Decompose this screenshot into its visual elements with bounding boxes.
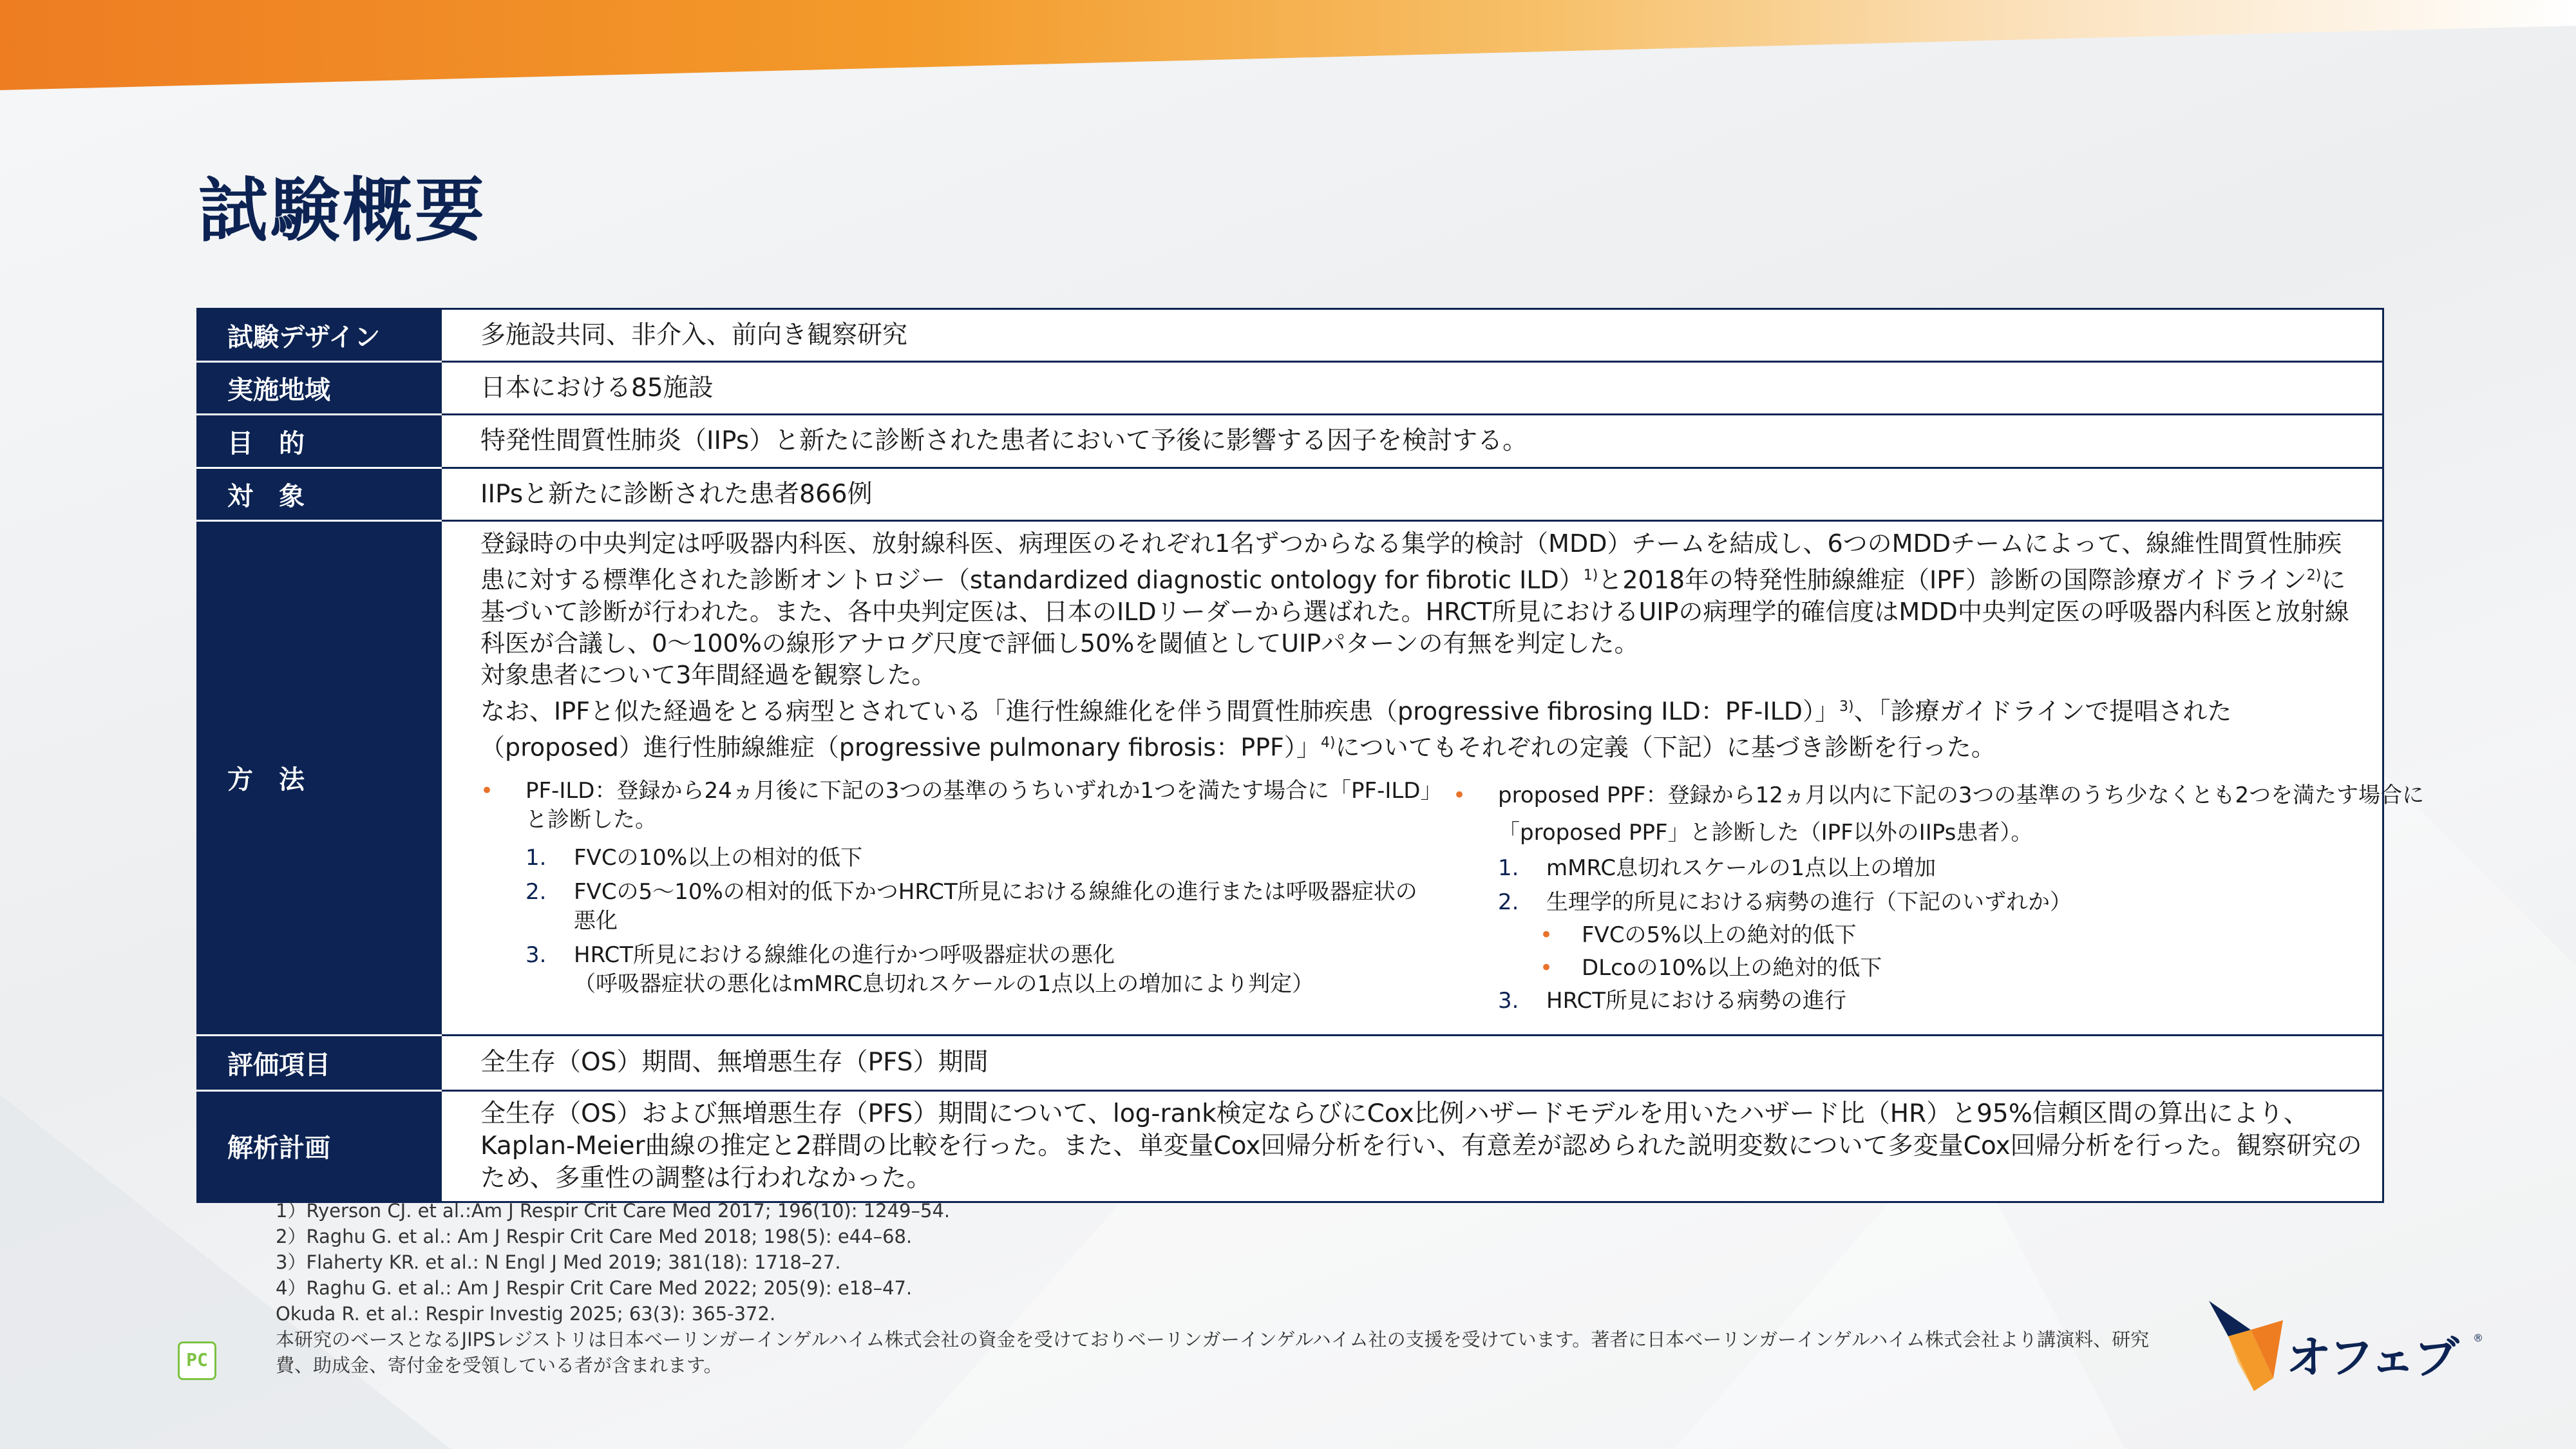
disclosure-text: 本研究のベースとなるJIPSレジストリは日本ベーリンガーインゲルハイム株式会社の資金を受けておりベーリンガーインゲルハイム社の支援を受けています。著者に日本ベーリンガーインゲルハイム株式会社より講演料、研究費、助成金、寄付金を受領している者が含まれます。 xyxy=(276,1329,2150,1376)
row-value: 特発性間質性肺炎（IIPs）と新たに診断された患者において予後に影響する因子を検討する。 xyxy=(441,415,2383,468)
text-span: についてもそれぞれの定義（下記）に基づき診断を行った。 xyxy=(1335,733,1996,762)
logo-text: オフェブ xyxy=(2286,1331,2458,1384)
reference-item: Okuda R. et al.: Respir Investig 2025; 63(3): 365-372. xyxy=(276,1303,776,1325)
table-row xyxy=(198,309,2383,362)
footnote-ref: 2) xyxy=(2306,567,2322,583)
reference-item: 2）Raghu G. et al.: Am J Respir Crit Care Med 2018; 198(5): e44–68. xyxy=(276,1226,913,1247)
row-value: 多施設共同、非介入、前向き観察研究 xyxy=(441,309,2383,362)
ofev-logo xyxy=(2202,1294,2486,1397)
method-paragraph-3 xyxy=(480,691,2363,764)
reference-item: 1）Ryerson CJ. et al.:Am J Respir Crit Care Med 2017; 196(10): 1249–54. xyxy=(276,1200,951,1222)
item-number: 1. xyxy=(526,844,547,871)
text-span: と2018年の特発性肺線維症（IPF）診断の国際診療ガイドライン xyxy=(1598,565,2307,594)
item-text: mMRC息切れスケールの1点以上の増加 xyxy=(1546,855,1937,881)
table-row xyxy=(198,362,2383,415)
item-text: 生理学的所見における病勢の進行（下記のいずれか） xyxy=(1546,889,2072,915)
item-text: FVCの10%以上の相対的低下 xyxy=(574,844,863,871)
item-number: 1. xyxy=(1498,855,1519,881)
row-value: 日本における85施設 xyxy=(441,362,2383,415)
item-number: 2. xyxy=(1498,889,1519,915)
row-label: 解析計画 xyxy=(198,1090,441,1202)
text-span: 登録時の中央判定は呼吸器内科医、放射線科医、病理医のそれぞれ1名ずつからなる集学的検討（MDD）チームを結成し、6つのMDDチームによって、線維性間質性肺疾患に対する標準化された診断オントロジー（standardized diagnostic ontology for fibrotic ILD） xyxy=(480,529,2342,594)
text-span: に基づいて診断が行われた。また、各中央判定医は、日本のILDリーダーから選ばれた。HRCT所見におけるUIPの病理学的確信度はMDD中央判定医の呼吸器内科医と放射線科医が合議し、0〜100%の線形アナログ尺度で評価し50%を閾値としてUIPパターンの有無を判定した。 xyxy=(480,565,2349,658)
table-row xyxy=(198,468,2383,521)
list-item xyxy=(1453,888,2445,917)
text-span: 、「診療ガイドラインで提唱された（proposed）進行性肺線維症（progressive pulmonary fibrosis：PPF）」 xyxy=(480,697,2232,762)
method-paragraph-1 xyxy=(480,528,2363,659)
bullet-icon: • xyxy=(1540,954,1553,981)
references xyxy=(276,1198,2175,1378)
list-item xyxy=(1453,854,2445,883)
bullet-icon: • xyxy=(1453,782,1466,808)
row-label: 実施地域 xyxy=(198,362,441,415)
list-subitem xyxy=(1453,954,2445,983)
row-value: 全生存（OS）および無増悪生存（PFS）期間について、log-rank検定ならびにCox比例ハザードモデルを用いたハザード比（HR）と95%信頼区間の算出により、Kaplan-Meier曲線の推定と2群間の比較を行った。また、単変量Cox回帰分析を行い、有意差が認められた説明変数について多変量Cox回帰分析を行った。観察研究のため、多重性の調整は行われなかった。 xyxy=(441,1090,2383,1202)
table-row xyxy=(198,1035,2383,1090)
subitem-text: FVCの5%以上の絶対的低下 xyxy=(1582,922,1857,948)
item-text: FVCの5〜10%の相対的低下かつHRCT所見における線維化の進行または呼吸器症状の悪化 xyxy=(574,878,1417,934)
registered-mark: ® xyxy=(2473,1332,2483,1344)
item-number: 3. xyxy=(526,942,547,968)
item-text: HRCT所見における病勢の進行 xyxy=(1546,987,1847,1014)
study-overview-table xyxy=(196,308,2425,1203)
logo-arrow-icon xyxy=(2202,1294,2293,1397)
pf-ild-criteria xyxy=(480,777,1434,999)
criteria-intro: PF-ILD：登録から24ヵ月後に下記の3つの基準のうちいずれか1つを満たす場合に「PF-ILD」と診断した。 xyxy=(526,777,1432,833)
row-label: 目 的 xyxy=(198,415,441,468)
row-value: 全生存（OS）期間、無増悪生存（PFS）期間 xyxy=(441,1035,2383,1090)
subitem-text: DLcoの10%以上の絶対的低下 xyxy=(1582,954,1882,981)
list-item xyxy=(480,941,1434,970)
table-row xyxy=(198,1090,2383,1202)
item-text: HRCT所見における線維化の進行かつ呼吸器症状の悪化 xyxy=(574,942,1115,968)
item-number: 2. xyxy=(526,878,547,905)
reference-item: 4）Raghu G. et al.: Am J Respir Crit Care Med 2022; 205(9): e18–47. xyxy=(276,1277,913,1299)
method-paragraph-2: 対象患者について3年間経過を観察した。 xyxy=(480,660,936,689)
list-item xyxy=(1453,987,2445,1016)
bullet-icon: • xyxy=(1540,922,1553,948)
page-title: 試験概要 xyxy=(198,171,488,251)
list-item xyxy=(480,878,1434,936)
row-label: 方 法 xyxy=(198,521,441,1036)
criteria-intro: proposed PPF：登録から12ヵ月以内に下記の3つの基準のうち少なくとも2つを満たす場合に「proposed PPF」と診断した（IPF以外のIIPs患者）。 xyxy=(1498,782,2425,846)
footnote-ref: 1) xyxy=(1583,567,1598,583)
proposed-ppf-criteria xyxy=(1453,777,2445,1016)
method-cell xyxy=(441,521,2425,1036)
reference-item: 3）Flaherty KR. et al.: N Engl J Med 2019; 381(18): 1718–27. xyxy=(276,1251,841,1273)
text-span: なお、IPFと似た経過をとる病型とされている「進行性線維化を伴う間質性肺疾患（progressive fibrosing ILD：PF-ILD）」 xyxy=(480,697,1840,726)
pc-badge-icon: PC xyxy=(178,1341,216,1380)
row-value: IIPsと新たに診断された患者866例 xyxy=(441,468,2383,521)
list-item xyxy=(480,777,1434,835)
criteria-note xyxy=(480,970,1434,999)
list-item xyxy=(480,844,1434,873)
top-accent-bar xyxy=(0,0,2576,90)
criteria-columns xyxy=(480,777,2425,1028)
note-text: （呼吸器症状の悪化はmMRC息切れスケールの1点以上の増加により判定） xyxy=(574,971,1314,997)
table-row xyxy=(198,415,2383,468)
row-label: 対 象 xyxy=(198,468,441,521)
bullet-icon: • xyxy=(480,777,494,804)
list-item xyxy=(1453,777,2445,851)
row-label: 試験デザイン xyxy=(198,309,441,362)
row-label: 評価項目 xyxy=(198,1035,441,1090)
table-row xyxy=(198,521,2383,1036)
footnote-ref: 4) xyxy=(1320,735,1336,752)
list-subitem xyxy=(1453,921,2445,950)
item-number: 3. xyxy=(1498,987,1519,1014)
footnote-ref: 3) xyxy=(1839,698,1854,715)
